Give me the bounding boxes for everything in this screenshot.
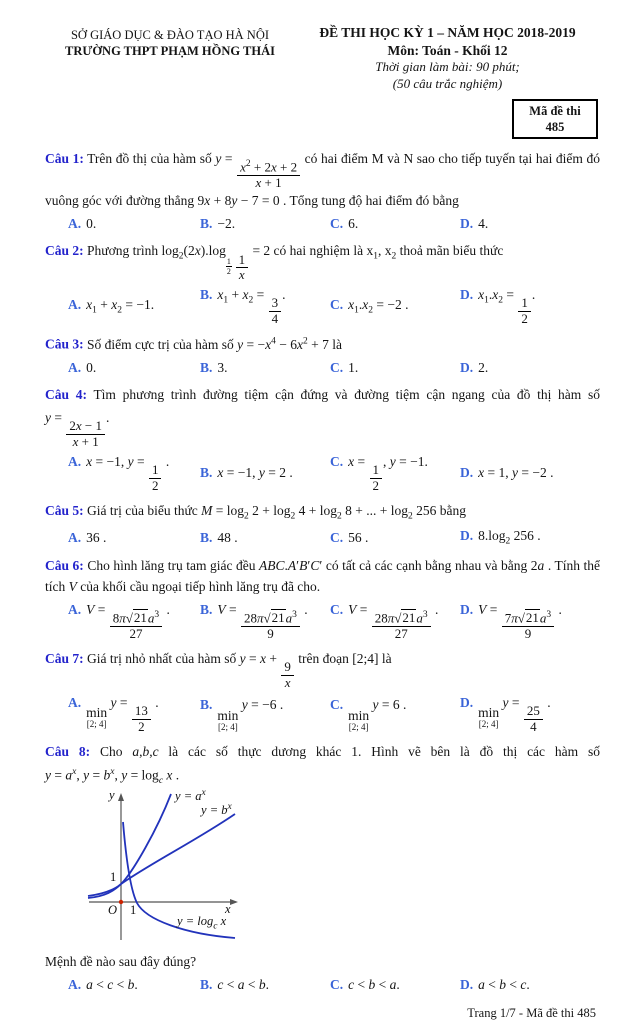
exam-header [45, 24, 600, 93]
origin-dot [119, 900, 123, 904]
exam-title: ĐỀ THI HỌC KỲ 1 – NĂM HỌC 2018-2019 [319, 25, 576, 40]
question-8-options [45, 975, 600, 995]
option-d: D. x = 1, y = −2 . [460, 464, 554, 480]
question-2-number: Câu 2: [45, 243, 84, 259]
option-c: C. V = $\frac{28\pi√21a^3}{27}$ . [330, 601, 439, 641]
option-c: C. x = $\frac{1}{2}$ , y = −1. [330, 453, 428, 493]
question-4-number: Câu 4: [45, 386, 87, 402]
question-7 [45, 647, 600, 738]
function-graph [85, 790, 345, 948]
question-1-options [45, 214, 600, 234]
question-4-formula: y = $\frac{2x - 1}{x + 1}$ . [45, 409, 110, 449]
option-a: A. x = −1, y = $\frac{1}{2}$ . [68, 453, 170, 493]
curve-b-label: $y = b^x$ [201, 802, 232, 818]
question-2 [45, 239, 600, 330]
question-8-prompt: Mệnh đề nào sau đây đúng? [45, 954, 197, 970]
question-1 [45, 147, 600, 237]
exam-duration: Thời gian làm bài: 90 phút; [375, 59, 520, 75]
exam-code-value: 485 [545, 120, 565, 135]
option-d: D. min [2; 4] y = $\frac{25}{4}$ . [460, 694, 551, 734]
option-a: A. 0. [68, 359, 97, 375]
option-c: C. c < b < a. [330, 976, 400, 992]
curve-log-label: $y = \log_c x$ [177, 914, 227, 932]
question-2-options [45, 285, 600, 327]
issuing-authority [45, 24, 295, 93]
option-d: D. $8.\log_2$ 256 . [460, 528, 541, 547]
question-1-number: Câu 1: [45, 151, 84, 167]
option-a: A. $x_1 + x_2 = -1$. [68, 296, 155, 316]
question-6-body: Cho hình lăng trụ tam giác đều ABC.A′B′C′ có tất cả các cạnh bằng nhau và bằng 2a . Tính thể tích V của khối cầu ngoại tiếp hình lăng trụ đã cho. [45, 558, 601, 595]
question-6-options [45, 600, 600, 642]
curve-a-label: $y = a^x$ [175, 788, 206, 804]
question-5-body: Giá trị của biểu thức $M = \log_2 2 + \log_2 4 + \log_2 8$ + ... + $\log_2 256$ bằng [87, 502, 467, 522]
question-2-text [45, 241, 600, 283]
question-6-number: Câu 6: [45, 558, 84, 574]
question-6 [45, 554, 600, 645]
question-8-text [45, 742, 600, 763]
school-name: TRƯỜNG THPT PHẠM HỒNG THÁI [65, 43, 275, 58]
question-7-text [45, 649, 600, 691]
question-3-number: Câu 3: [45, 336, 84, 352]
x-axis-label: x [225, 902, 231, 917]
question-4-text [45, 385, 600, 406]
option-c: C. 1. [330, 359, 359, 375]
option-d: D. 2. [460, 359, 489, 375]
option-a: A. 36 . [68, 529, 107, 545]
question-8 [45, 740, 600, 999]
question-5 [45, 499, 600, 552]
curve-a-exponential [88, 794, 171, 898]
option-b: B. 3. [200, 359, 228, 375]
question-6-text [45, 556, 600, 598]
question-3 [45, 332, 600, 381]
exam-code-box [512, 99, 598, 140]
option-b: B. min [2; 4] y = −6 . [200, 697, 284, 732]
option-b: B. $x_1 + x_2$ = $\frac{3}{4}$ . [200, 287, 286, 327]
question-3-text [45, 334, 600, 355]
exam-code-label: Mã đề thi [529, 103, 581, 118]
option-c: C. 56 . [330, 529, 369, 545]
question-3-options [45, 358, 600, 378]
exam-subject: Môn: Toán - Khối 12 [387, 42, 508, 58]
y-axis-arrow [118, 793, 124, 801]
exam-code-row [45, 99, 598, 140]
page-footer: Trang 1/7 - Mã đề thi 485 [467, 1006, 596, 1021]
option-b: B. V = $\frac{28\pi√21a^3}{9}$ . [200, 601, 308, 641]
question-8-number: Câu 8: [45, 743, 91, 759]
question-8-formula: $y = a^x$, $y = b^x$, $y = \log_c x$ . [45, 766, 180, 786]
question-5-text [45, 501, 600, 524]
question-3-body: Số điểm cực trị của hàm số $y = -x^4 - 6x^2 + 7$ là [87, 336, 343, 352]
option-a: A. 0. [68, 216, 97, 232]
question-2-body: Phương trình $\log_2(2x).\log$ $_{\frac{1}{2}}$ $\frac{1}{x}$ = 2 có hai nghiệm là $x_1$, $x_2$ thoả mãn biểu thức [87, 243, 504, 283]
option-d: D. a < b < c. [460, 976, 530, 992]
origin-label: O [108, 903, 118, 918]
option-d: D. 4. [460, 216, 489, 232]
option-b: B. c < a < b. [200, 976, 270, 992]
question-5-options [45, 526, 600, 549]
option-d: D. $x_1.x_2$ = $\frac{1}{2}$ . [460, 287, 536, 327]
question-4-body: Tìm phương trình đường tiệm cận đứng và đường tiệm cận ngang của đồ thị hàm số [93, 386, 600, 402]
question-1-text [45, 149, 600, 212]
y-tick-one: 1 [110, 870, 117, 885]
option-b: B. x = −1, y = 2 . [200, 464, 293, 480]
option-b: B. 48 . [200, 529, 238, 545]
question-1-body: Trên đồ thị của hàm số y = $\frac{x^2 + 2x + 2}{x + 1}$ có hai điểm M và N sao cho tiếp tuyến tại hai điểm đó vuông góc với đường thẳng 9x + 8y − 7 = 0 . Tổng tung độ hai điểm đó bằng [45, 151, 600, 209]
question-7-options [45, 693, 600, 735]
y-axis-label: y [109, 788, 115, 803]
question-4 [45, 383, 600, 497]
question-7-body: Giá trị nhỏ nhất của hàm số y = x + $\frac{9}{x}$ trên đoạn [2;4] là [87, 650, 392, 690]
option-c: C. 6. [330, 216, 359, 232]
question-4-options [45, 452, 600, 494]
department-name: SỞ GIÁO DỤC & ĐÀO TẠO HÀ NỘI [70, 28, 270, 42]
question-5-number: Câu 5: [45, 502, 84, 518]
option-d: D. V = $\frac{7\pi√21a^3}{9}$ . [460, 601, 562, 641]
x-axis-arrow [230, 899, 238, 905]
exam-title-block [295, 24, 600, 93]
option-c: C. $x_1.x_2 = -2$ . [330, 296, 409, 316]
question-7-number: Câu 7: [45, 650, 84, 666]
exam-question-count: (50 câu trắc nghiệm) [392, 75, 503, 91]
option-b: B. −2. [200, 216, 236, 232]
option-a: A. V = $\frac{8\pi√21a^3}{27}$ . [68, 601, 170, 641]
option-a: A. a < c < b. [68, 976, 138, 992]
option-c: C. min [2; 4] y = 6 . [330, 697, 407, 732]
x-tick-one: 1 [130, 903, 137, 918]
question-8-body: Cho a,b,c là các số thực dương khác 1. Hình vẽ bên là đồ thị các hàm số [99, 743, 600, 759]
option-a: A. min [2; 4] y = $\frac{13}{2}$ . [68, 694, 159, 734]
